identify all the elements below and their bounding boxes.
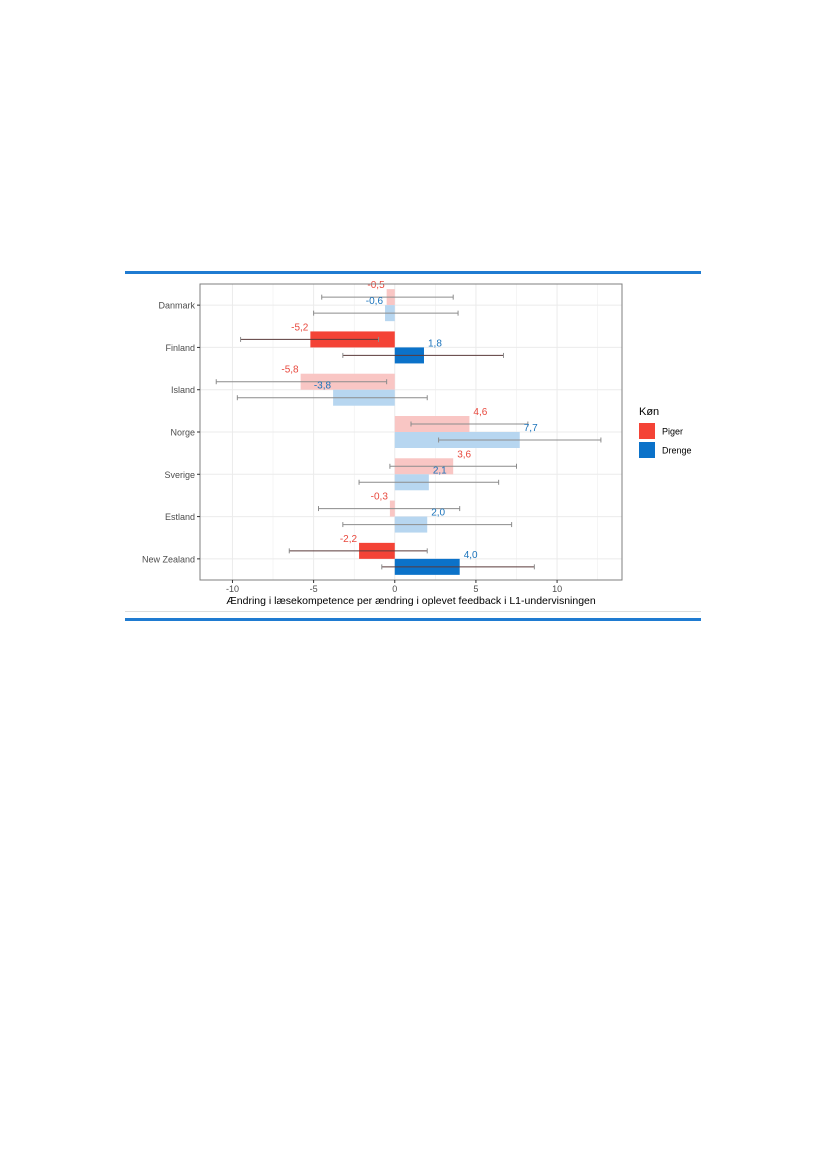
data-label-piger: -5,2 <box>291 322 309 334</box>
x-axis-title: Ændring i læsekompetence per ændring i oplevet feedback i L1-undervisningen <box>226 595 596 607</box>
x-axis <box>226 580 562 594</box>
data-label-drenge: 7,7 <box>523 423 538 434</box>
y-tick-label: Island <box>170 385 195 396</box>
data-label-drenge: 4,0 <box>463 549 478 561</box>
data-label-piger: 4,6 <box>473 407 488 418</box>
data-label-drenge: 2,0 <box>431 507 446 519</box>
y-tick-label: New Zealand <box>141 554 195 565</box>
y-tick-label: Finland <box>165 342 195 353</box>
data-label-drenge: -0,6 <box>365 296 384 308</box>
y-tick-label: Sverige <box>164 469 195 480</box>
legend-key-piger <box>639 423 655 439</box>
data-label-drenge: 2,1 <box>432 465 447 477</box>
x-tick-label: 5 <box>473 584 479 594</box>
legend-title: Køn <box>639 406 660 418</box>
x-tick-label: 0 <box>392 584 398 594</box>
legend-label-piger: Piger <box>662 426 684 437</box>
x-tick-label: -10 <box>225 584 239 594</box>
x-tick-label: 10 <box>552 584 563 594</box>
legend-label-drenge: Drenge <box>662 445 692 456</box>
y-tick-label: Danmark <box>158 300 195 311</box>
data-label-piger: -5,8 <box>281 364 299 376</box>
legend-key-drenge <box>639 442 655 458</box>
y-axis <box>142 301 200 565</box>
data-label-piger: -0,5 <box>367 280 385 292</box>
data-label-piger: -2,2 <box>339 533 358 545</box>
y-tick-label: Norge <box>170 427 195 438</box>
legend <box>639 406 692 458</box>
data-label-piger: -0,3 <box>370 491 388 503</box>
data-label-drenge: -3,8 <box>313 380 332 392</box>
data-label-piger: 3,6 <box>457 449 472 461</box>
y-tick-label: Estland <box>164 512 195 523</box>
data-label-drenge: 1,8 <box>427 338 442 350</box>
x-tick-label: -5 <box>309 584 318 594</box>
